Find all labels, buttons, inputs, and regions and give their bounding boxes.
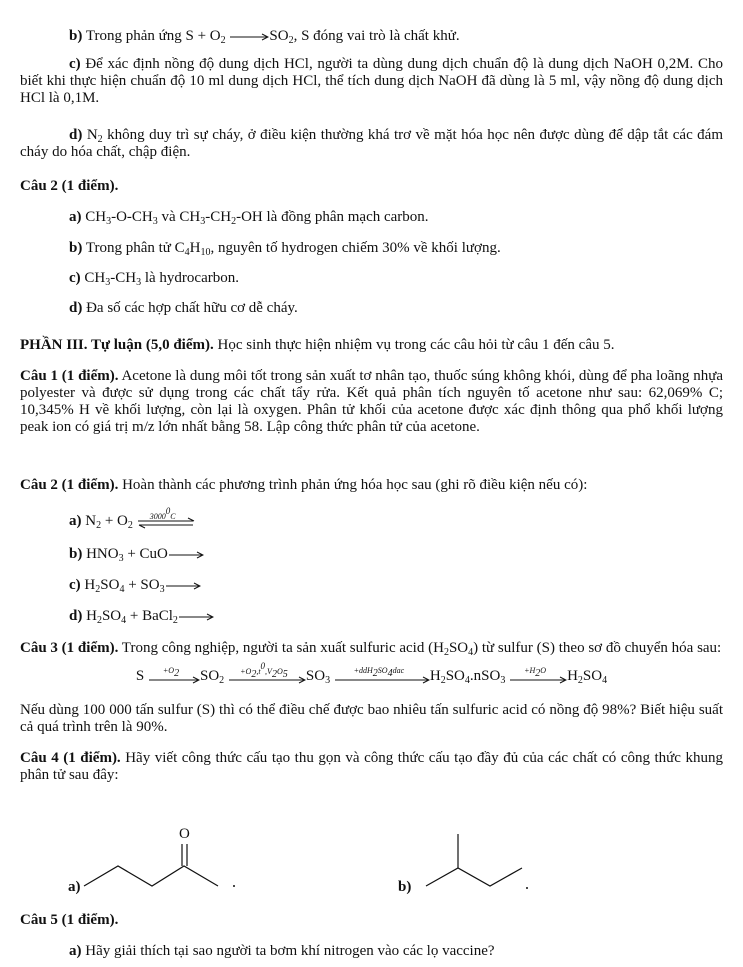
subscript: 2	[95, 584, 101, 595]
heading-text: Câu 1 (1 điểm).	[20, 368, 119, 384]
equation-d	[69, 608, 723, 625]
subscript: 3	[105, 277, 111, 288]
statement-text: , nguyên tố hydrogen chiếm 30% về khối lượng.	[210, 240, 501, 256]
statement-text: không duy trì sự cháy, ở điều kiện thường khá trơ về mặt hóa học nên được dùng để dập tắt các đám cháy do hóa chất, chập điện.	[20, 127, 724, 160]
formula-text: và CH	[157, 209, 201, 225]
formula-text: + SO	[124, 577, 160, 593]
item-label: b)	[69, 28, 83, 44]
statement-text: Để xác định nồng độ dung dịch HCl, người ta dùng dung dịch chuẩn độ là dung dịch NaOH 0,2M. Cho biết khi thực hiện chuẩn độ 10 ml dung dịch HCl, thể tích dung dịch NaOH đã dùng là 5 ml, vậy nồng độ dung dịch HCl là 0,1M.	[20, 56, 723, 106]
reaction-arrow	[178, 609, 214, 625]
equation-a	[69, 505, 723, 531]
skeletal-bonds	[398, 826, 578, 896]
skeletal-structure-b	[398, 826, 578, 896]
essay-question-3-text	[20, 702, 723, 736]
formula-text: N	[85, 513, 97, 529]
formula-text: -CH	[205, 209, 232, 225]
statement-text: H	[189, 240, 201, 256]
subscript: 4	[468, 647, 474, 658]
statement-d	[20, 127, 723, 161]
species-so3: SO	[305, 668, 326, 684]
item-label: a)	[69, 209, 82, 225]
subscript: 10	[200, 247, 211, 258]
formula-text: + BaCl	[126, 608, 173, 624]
reaction-condition: 3000$^0$C	[149, 505, 176, 521]
subscript: 2	[220, 35, 226, 46]
essay-question-5-heading	[20, 912, 723, 929]
formula-text: -OH là đồng phân mạch carbon.	[236, 209, 429, 225]
subscript: 3	[106, 216, 112, 227]
subscript: 2	[97, 134, 103, 145]
formula-text: SO	[100, 577, 120, 593]
subscript: 2	[127, 520, 133, 531]
subscript: 2	[96, 615, 102, 626]
formula-text: là hydrocarbon.	[141, 270, 239, 286]
statement-text: , S đóng vai trò là chất khử.	[293, 28, 460, 44]
question-2-item-a	[69, 209, 723, 226]
question-text: Hãy giải thích tại sao người ta bơm khí nitrogen vào các lọ vaccine?	[85, 943, 495, 959]
heading-text: Câu 2 (1 điểm).	[20, 477, 119, 493]
item-label: d)	[69, 608, 83, 624]
formula-text: + O	[101, 513, 128, 529]
reaction-condition: $+O_2$	[162, 665, 180, 679]
question-text: Acetone là dung môi tốt trong sản xuất tơ nhân tạo, thuốc súng không khói, dùng để pha loãng nhựa polyester và được sử dụng trong các chất tẩy rửa. Kết quả phân tích nguyên tố acetone như sau: 62,069% C; 10,345% H về khối lượng, còn lại là oxygen. Phân tử khối của acetone được xác định thông qua phổ khối lượng peak ion có giá trị m/z lớn nhất bằng 58. Lập công thức phân tử của acetone.	[20, 368, 724, 435]
equation-c	[69, 577, 723, 594]
item-label: b)	[69, 240, 83, 256]
subscript: 3	[118, 553, 124, 564]
species-oleum: H	[429, 668, 441, 684]
scheme-arrow-2	[228, 660, 306, 685]
subscript: 2	[96, 520, 102, 531]
essay-question-1	[20, 368, 723, 436]
reaction-arrow	[165, 578, 201, 594]
equation-b	[69, 546, 723, 563]
formula-text: CH	[85, 209, 107, 225]
heading-text: Câu 4 (1 điểm).	[20, 750, 121, 766]
subscript: 3	[152, 216, 158, 227]
essay-question-2	[20, 477, 723, 494]
species-sulfuric-acid: H	[567, 668, 578, 684]
statement-text: Đa số các hợp chất hữu cơ dễ cháy.	[86, 300, 298, 316]
reaction-condition: $+H_2O$	[524, 665, 547, 679]
item-label: c)	[69, 577, 81, 593]
item-label: c)	[69, 56, 81, 72]
item-label: b)	[69, 546, 83, 562]
question-2-item-d	[69, 300, 723, 317]
item-label: d)	[69, 300, 83, 316]
question-text: Trong công nghiệp, người ta sản xuất sulfuric acid (H	[118, 640, 444, 656]
subscript: 3	[200, 216, 206, 227]
reaction-arrow	[229, 29, 269, 45]
equilibrium-arrow	[137, 505, 195, 530]
question-text: Hoàn thành các phương trình phản ứng hóa học sau (ghi rõ điều kiện nếu có):	[118, 477, 588, 493]
formula-text: H	[86, 608, 97, 624]
statement-b	[69, 28, 723, 45]
essay-question-5-item-a	[69, 943, 723, 960]
question-text: Hãy viết công thức cấu tạo thu gọn và công thức cấu tạo đầy đủ của các chất có công thức khung phân tử sau đây:	[20, 750, 723, 783]
subscript: 4	[119, 584, 125, 595]
item-label: c)	[69, 270, 81, 286]
question-text: ) từ sulfur (S) theo sơ đồ chuyển hóa sau:	[473, 640, 722, 656]
formula-text: SO	[101, 608, 122, 624]
subscript: 4	[121, 615, 127, 626]
formula-text: -O-CH	[111, 209, 153, 225]
subscript: 3	[159, 584, 165, 595]
question-2-heading	[20, 178, 723, 195]
essay-question-3	[20, 640, 723, 657]
scheme-arrow-4	[509, 665, 567, 685]
formula-text: HNO	[86, 546, 119, 562]
skeletal-bonds	[68, 826, 248, 896]
subscript: 4	[184, 247, 190, 258]
item-label: a)	[68, 879, 81, 895]
reaction-arrow	[168, 547, 204, 563]
statement-text: Học sinh thực hiện nhiệm vụ trong các câu hỏi từ câu 1 đến câu 5.	[213, 337, 615, 353]
statement-c	[20, 56, 723, 107]
scheme-arrow-3	[334, 665, 430, 685]
subscript: 2	[288, 35, 294, 46]
subscript: 2	[443, 647, 449, 658]
formula-text: CH	[84, 270, 106, 286]
species-so2: SO	[199, 668, 220, 684]
part-3-heading	[20, 337, 723, 354]
item-label: d)	[69, 127, 83, 143]
scheme-arrow-1	[148, 665, 200, 685]
conversion-scheme: S $+O_2$ $SO_2$ $+O_2,t^0,V_2O_5$ $SO_3$ $+ddH_2SO_4dac$ $H_2SO_4.nSO_3$ $+H_2O$ $H_2SO_4$	[135, 660, 608, 686]
formula-text: -CH	[110, 270, 137, 286]
subscript: 2	[172, 615, 178, 626]
question-2-item-c	[69, 270, 723, 287]
item-label: a)	[69, 943, 82, 959]
heading-text: Câu 3 (1 điểm).	[20, 640, 119, 656]
reaction-condition: $+O_2,t^0,V_2O_5$	[240, 660, 288, 680]
formula-text: + CuO	[123, 546, 168, 562]
statement-text: Trong phân tử C	[85, 240, 185, 256]
formula-text: H	[84, 577, 96, 593]
heading-text: PHẦN III. Tự luận (5,0 điểm).	[20, 337, 214, 353]
reaction-condition: $+ddH_2SO_4dac$	[353, 665, 405, 679]
essay-question-4	[20, 750, 723, 784]
item-label: a)	[69, 513, 82, 529]
oxygen-atom-label: O	[179, 826, 190, 842]
question-2-item-b	[69, 240, 723, 257]
statement-text: SO	[269, 28, 289, 44]
question-text: SO	[448, 640, 469, 656]
heading-text: Câu 2 (1 điểm).	[20, 178, 119, 194]
species-sulfur: S	[135, 668, 145, 684]
item-label: b)	[398, 879, 412, 895]
statement-text: Trong phản ứng S + O	[85, 28, 221, 44]
statement-text: N	[86, 127, 98, 143]
skeletal-structure-a	[68, 826, 248, 896]
subscript: 2	[231, 216, 237, 227]
subscript: 3	[136, 277, 142, 288]
question-text: Nếu dùng 100 000 tấn sulfur (S) thì có thể điều chế được bao nhiêu tấn sulfuric acid có nồng độ 98%? Biết hiệu suất cả quá trình trên là 90%.	[20, 702, 723, 735]
heading-text: Câu 5 (1 điểm).	[20, 912, 119, 928]
